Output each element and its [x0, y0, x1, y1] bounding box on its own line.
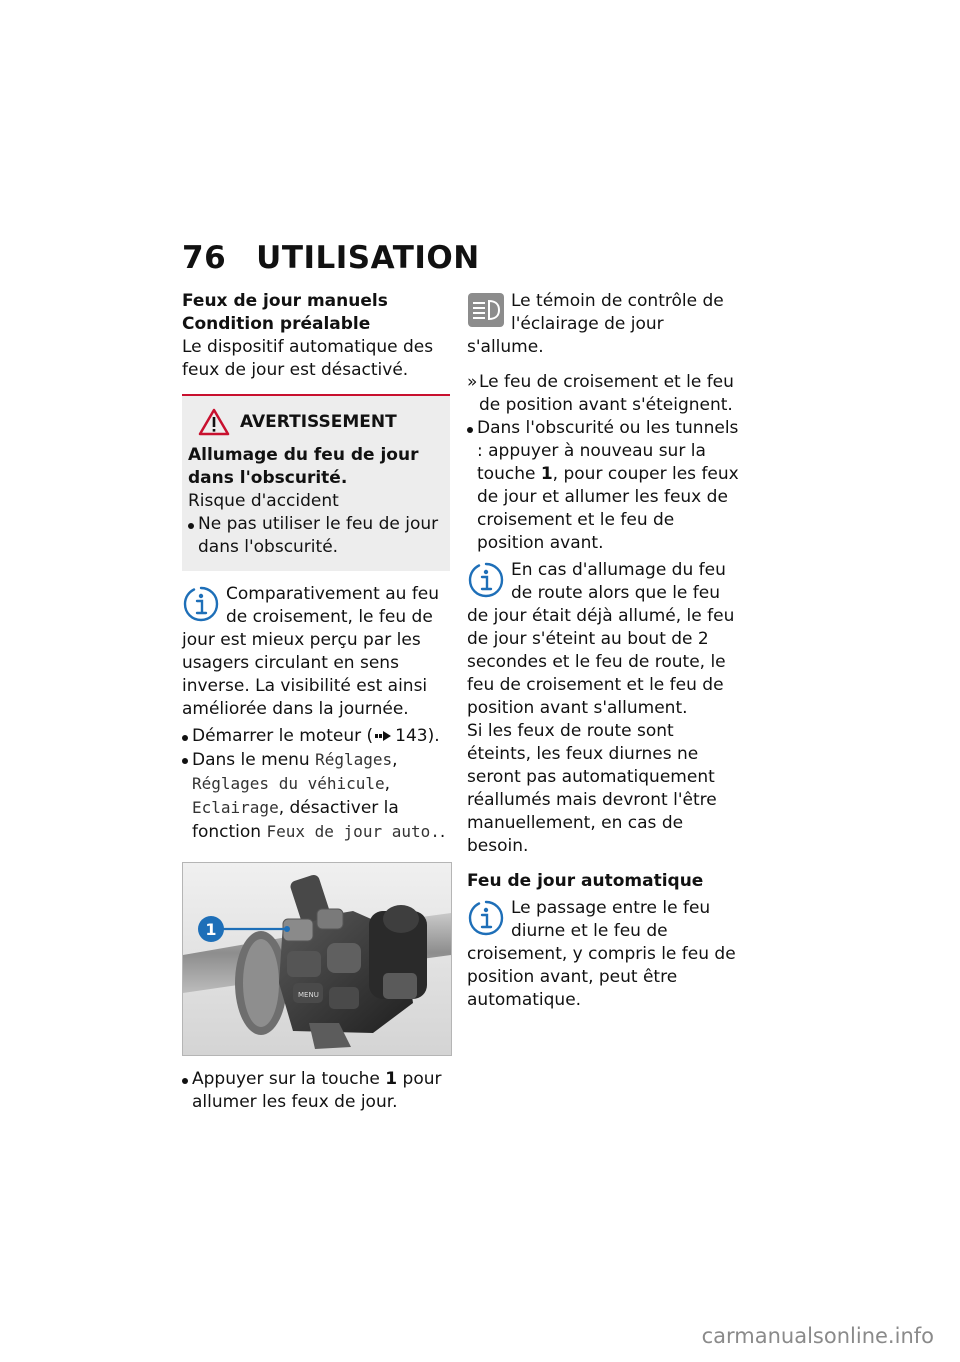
button-mid-left: [287, 951, 321, 977]
lamp-indicator-text: Le témoin de contrôle de l'éclairage de jour s'allume.: [467, 291, 724, 357]
step2-sep1: ,: [392, 750, 398, 770]
watermark: carmanualsonline.info: [701, 1324, 934, 1348]
step2-prefix: Dans le menu: [192, 750, 316, 770]
step-menu: [182, 748, 450, 844]
menu-eclairage: Eclairage: [192, 798, 279, 817]
step2-end: .: [439, 822, 446, 842]
warning-heading: Allumage du feu de jour dans l'obscurité.: [188, 445, 419, 488]
button-upper: [317, 909, 343, 929]
bullet-dot: [188, 523, 194, 529]
section-heading-manual: Feux de jour manuels: [182, 291, 388, 311]
warning-bullet: [188, 513, 444, 559]
info-auto-text: Le passage entre le feu diurne et le feu de croisement, y compris le feu de position avant, peut être automatique.: [467, 898, 736, 1010]
step-darkness: [467, 417, 739, 555]
info-high-beam-cont: Si les feux de route sont éteints, les feux diurnes ne seront pas automatiquement réallumés mais devront l'être manuellement, en cas de besoin.: [467, 721, 717, 856]
info-note: [182, 583, 450, 721]
precondition-heading: Condition préalable: [182, 314, 371, 334]
menu-button-label: MENU: [298, 991, 319, 999]
step-dark-suffix: , pour couper les feux de jour et allumer les feux de croisement et le feu de position avant.: [477, 464, 739, 553]
section-heading-auto: Feu de jour automatique: [467, 871, 704, 891]
info-icon: [467, 899, 505, 941]
warning-title-row: [198, 408, 444, 436]
right-column: [467, 290, 739, 1012]
bullet-dot: [182, 758, 188, 764]
warning-triangle-icon: [198, 408, 230, 436]
step1-text: Démarrer le moteur (: [192, 726, 374, 746]
menu-feux-jour-auto: Feux de jour auto.: [266, 822, 440, 841]
warning-title: AVERTISSEMENT: [240, 411, 397, 432]
info-icon: [182, 585, 220, 627]
bullet-dot: [182, 1078, 188, 1084]
steps-list: [182, 725, 450, 844]
button-mid-right: [327, 943, 361, 973]
button-lower: [329, 987, 359, 1009]
page-number: 76: [182, 240, 227, 276]
page-title: UTILISATION: [256, 240, 480, 276]
side-button: [383, 973, 417, 999]
handlebar-switch-figure: [182, 862, 452, 1056]
step2-mid: , désactiver la fonction: [192, 798, 399, 842]
precondition-text: Le dispositif automatique des feux de jour est désactivé.: [182, 337, 434, 380]
daytime-light-indicator-icon: [467, 292, 505, 328]
menu-reglages: Réglages: [315, 750, 393, 769]
left-column: [182, 290, 450, 1114]
handlebar-illustration: [183, 863, 451, 1055]
step3-suffix: pour allumer les feux de jour.: [192, 1069, 442, 1112]
result-chevron-icon: »: [467, 372, 478, 392]
step-press-button: [182, 1068, 450, 1114]
lamp-indicator-note: [467, 290, 739, 359]
menu-reglages-vehicule: Réglages du véhicule: [192, 774, 385, 793]
warning-risk: Risque d'accident: [188, 491, 339, 511]
bullet-dot: [467, 427, 473, 433]
callout-number: 1: [205, 920, 217, 939]
warning-box: [182, 394, 450, 571]
result-line: [467, 371, 739, 417]
step-dark-prefix: Dans l'obscurité ou les tunnels : appuyer à nouveau sur la touche: [477, 418, 739, 484]
info-text: Comparativement au feu de croisement, le feu de jour est mieux perçu par les usagers circulant en sens inverse. La visibilité est ainsi améliorée dans la journée.: [182, 584, 440, 719]
bullet-dot: [182, 735, 188, 741]
warning-bullet-text: Ne pas utiliser le feu de jour dans l'obscurité.: [198, 514, 439, 557]
step3-key: 1: [385, 1069, 398, 1089]
page-header: [182, 240, 480, 276]
info-note-high-beam: [467, 559, 739, 858]
page-ref-arrow-icon: [375, 730, 393, 742]
info-note-auto: [467, 897, 739, 1012]
step2-sep2: ,: [384, 774, 391, 794]
top-knob: [383, 905, 419, 933]
info-high-beam-text: En cas d'allumage du feu de route alors que le feu de jour était déjà allumé, le feu de jour s'éteint au bout de 2 secondes et le feu de route, le feu de croisement et le feu de position avant s'allument.: [467, 560, 735, 718]
step1-end: ).: [427, 726, 440, 746]
step-dark-key: 1: [540, 464, 553, 484]
step3-prefix: Appuyer sur la touche: [192, 1069, 386, 1089]
info-icon: [467, 561, 505, 603]
result-text: Le feu de croisement et le feu de position avant s'éteignent.: [479, 372, 734, 415]
step1-page-ref[interactable]: 143: [395, 726, 428, 746]
step-start-engine: [182, 725, 450, 748]
